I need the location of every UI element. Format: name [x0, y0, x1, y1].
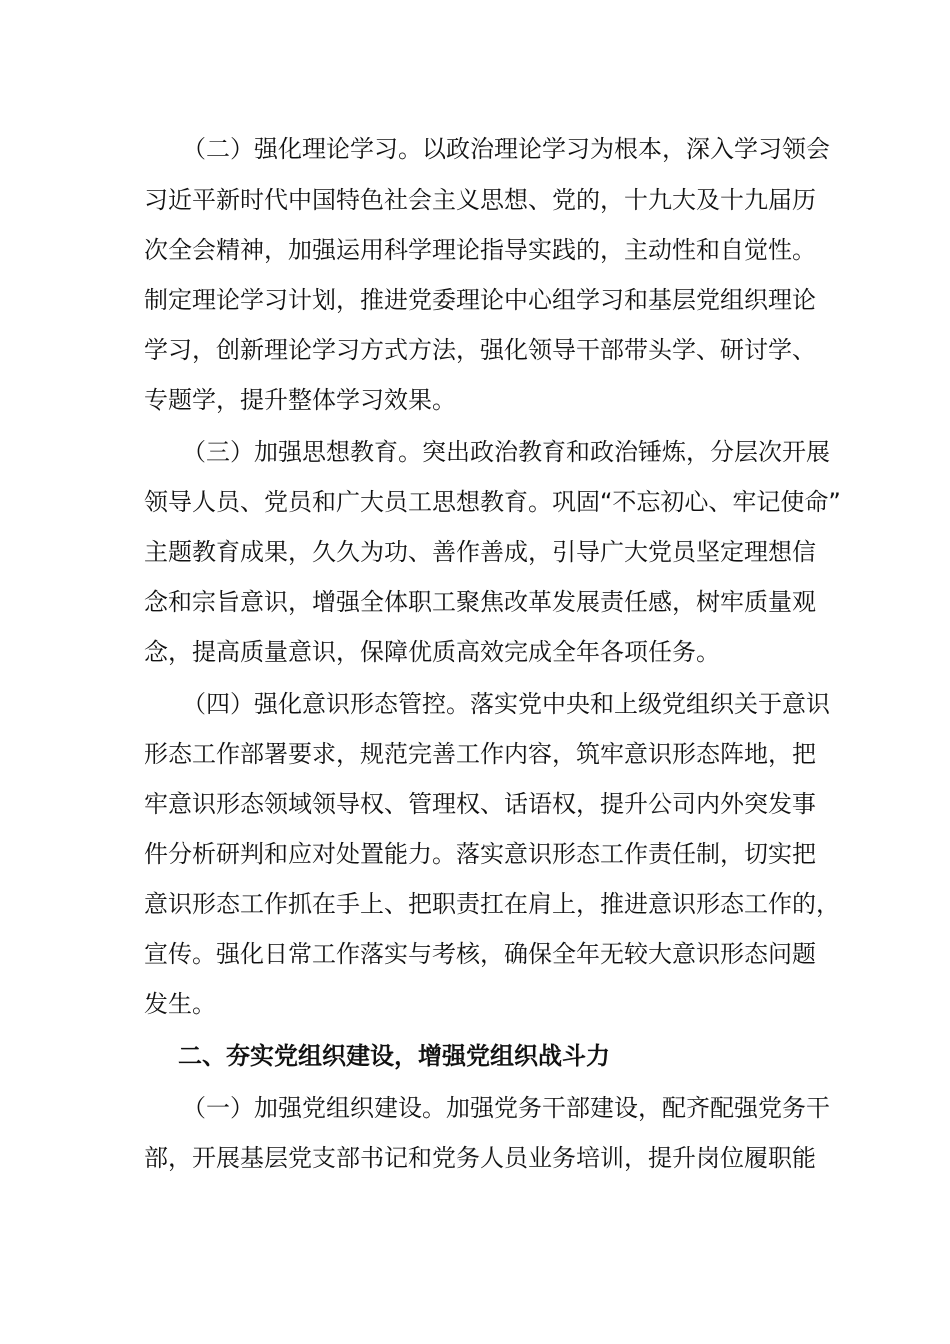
paragraph-line: 主题教育成果，久久为功、善作善成，引导广大党员坚定理想信 [144, 538, 816, 566]
paragraph-line: 领导人员、党员和广大员工思想教育。巩固“不忘初心、牢记使命” [144, 488, 841, 516]
paragraph-line: 意识形态工作抓在手上、把职责扛在肩上，推进意识形态工作的， [144, 890, 840, 918]
paragraph-line: （二）强化理论学习。以政治理论学习为根本，深入学习领会 [182, 135, 830, 163]
paragraph-line: 习近平新时代中国特色社会主义思想、党的，十九大及十九届历 [144, 186, 816, 214]
paragraph-line: 发生。 [144, 990, 216, 1018]
paragraph-line: 宣传。强化日常工作落实与考核，确保全年无较大意识形态问题 [144, 940, 816, 968]
paragraph-line: （四）强化意识形态管控。落实党中央和上级党组织关于意识 [182, 690, 830, 718]
paragraph-line: （三）加强思想教育。突出政治教育和政治锤炼，分层次开展 [182, 438, 830, 466]
paragraph-line: 专题学，提升整体学习效果。 [144, 386, 456, 414]
section-heading: 二、夯实党组织建设，增强党组织战斗力 [178, 1042, 610, 1070]
paragraph-line: 学习，创新理论学习方式方法，强化领导干部带头学、研讨学、 [144, 336, 816, 364]
paragraph-line: 部，开展基层党支部书记和党务人员业务培训，提升岗位履职能 [144, 1144, 816, 1172]
paragraph-line: 念，提高质量意识，保障优质高效完成全年各项任务。 [144, 638, 720, 666]
paragraph-line: 形态工作部署要求，规范完善工作内容，筑牢意识形态阵地，把 [144, 740, 816, 768]
paragraph-line: （一）加强党组织建设。加强党务干部建设，配齐配强党务干 [182, 1094, 830, 1122]
paragraph-line: 件分析研判和应对处置能力。落实意识形态工作责任制，切实把 [144, 840, 816, 868]
paragraph-line: 牢意识形态领域领导权、管理权、话语权，提升公司内外突发事 [144, 790, 816, 818]
paragraph-line: 次全会精神，加强运用科学理论指导实践的，主动性和自觉性。 [144, 236, 816, 264]
paragraph-line: 念和宗旨意识，增强全体职工聚焦改革发展责任感，树牢质量观 [144, 588, 816, 616]
paragraph-line: 制定理论学习计划，推进党委理论中心组学习和基层党组织理论 [144, 286, 816, 314]
